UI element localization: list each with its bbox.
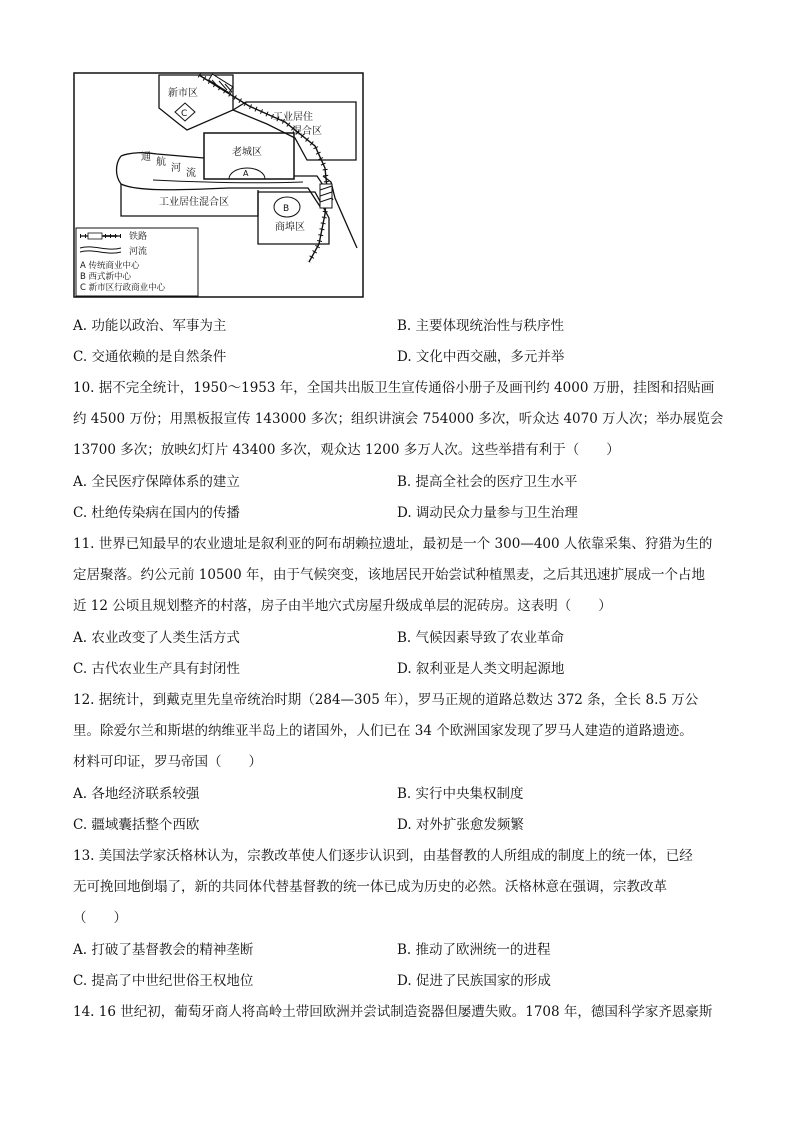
river-char-2: 航 [156,157,166,168]
q10-option-c: C. 杜绝传染病在国内的传播 [73,505,240,521]
q11-stem-line-3: 近 12 公顷且规划整齐的村落，房子由半地穴式房屋升级成单层的泥砖房。这表明（ ） [73,598,612,614]
legend-item-c: C 新市区行政商业中心 [80,283,166,293]
city-layout-map [73,72,364,298]
q11-option-d: D. 叙利亚是人类文明起源地 [397,661,565,677]
legend-river-label: 河流 [129,247,148,257]
q13-stem-line-3: （ ） [73,910,127,926]
legend-railway-label: 铁路 [129,232,148,242]
q13-option-b: B. 推动了欧洲统一的进程 [397,942,551,958]
legend-item-b: B 西式新中心 [80,272,132,282]
q13-option-d: D. 促进了民族国家的形成 [397,973,551,989]
q11-option-a: A. 农业改变了人类生活方式 [73,630,240,646]
q13-option-c: C. 提高了中世纪世俗王权地位 [73,973,254,989]
industry-mixed-bottom-label: 工业居住混合区 [159,197,229,208]
q11-option-c: C. 古代农业生产具有封闭性 [73,661,240,677]
port-area-label: 商埠区 [275,222,305,233]
q10-option-b: B. 提高全社会的医疗卫生水平 [397,474,578,490]
q10-option-d: D. 调动民众力量参与卫生治理 [397,505,578,521]
old-city-label: 老城区 [232,147,262,158]
q10-stem-line-2: 约 4500 万份；用黑板报宣传 143000 多次；组织讲演会 754000 多次，听众达 4070 万人次；举办展览会 [73,411,724,427]
river-char-1: 通 [141,152,151,163]
q13-stem-line-2: 无可挽回地倒塌了，新的共同体代替基督教的统一体已成为历史的必然。沃格林意在强调，宗教改革 [73,879,667,895]
q13-stem-line-1: 13. 美国法学家沃格林认为，宗教改革使人们逐步认识到，由基督教的人所组成的制度上的统一体，已经 [73,848,693,864]
q12-stem-line-1: 12. 据统计，到戴克里先皇帝统治时期（284—305 年），罗马正规的道路总数达 372 条，全长 8.5 万公 [73,692,699,708]
q11-stem-line-2: 定居聚落。约公元前 10500 年，由于气候突变，该地居民开始尝试种植黑麦，之后其迅速扩展成一个占地 [73,567,706,583]
new-city-mark: C [181,109,188,119]
port-mark: B [283,204,290,214]
q12-option-a: A. 各地经济联系较强 [73,786,200,802]
new-city-label: 新市区 [168,88,198,99]
industry-mixed-top-line2: 混合区 [292,126,322,137]
q10-stem-line-1: 10. 据不完全统计，1950～1953 年，全国共出版卫生宣传通俗小册子及画刊约 4000 万册，挂图和招贴画 [73,380,715,396]
river-char-3: 河 [171,163,181,174]
q10-stem-line-3: 13700 多次；放映幻灯片 43400 多次，观众达 1200 多万人次。这些举措有利于（ ） [73,442,620,458]
q10-option-a: A. 全民医疗保障体系的建立 [73,474,240,490]
q12-option-c: C. 疆域囊括整个西欧 [73,817,200,833]
q12-stem-line-2: 里。除爱尔兰和斯堪的纳维亚半岛上的诸国外，人们已在 34 个欧洲国家发现了罗马人建造的道路遗迹。 [73,723,693,739]
q9-option-a: A. 功能以政治、军事为主 [73,318,227,334]
q14-stem-line-1: 14. 16 世纪初，葡萄牙商人将高岭土带回欧洲并尝试制造瓷器但屡遭失败。1708 年，德国科学家齐恩豪斯 [73,1004,713,1020]
q11-stem-line-1: 11. 世界已知最早的农业遗址是叙利亚的阿布胡赖拉遗址，最初是一个 300—400 人依靠采集、狩猎为生的 [73,536,713,552]
q13-option-a: A. 打破了基督教会的精神垄断 [73,942,254,958]
q9-option-b: B. 主要体现统治性与秩序性 [397,318,565,334]
river-char-4: 流 [186,168,196,179]
q12-option-d: D. 对外扩张愈发频繁 [397,817,524,833]
legend-item-a: A 传统商业中心 [80,261,140,271]
old-city-mark: A [243,169,249,178]
q12-stem-line-3: 材料可印证，罗马帝国（ ） [73,754,262,770]
q12-option-b: B. 实行中央集权制度 [397,786,524,802]
legend-bridge-icon [88,233,102,239]
q9-option-c: C. 交通依赖的是自然条件 [73,349,227,365]
industry-mixed-top-line1: 工业居住 [273,112,313,123]
q9-option-d: D. 文化中西交融，多元并举 [397,349,565,365]
q11-option-b: B. 气候因素导致了农业革命 [397,630,565,646]
